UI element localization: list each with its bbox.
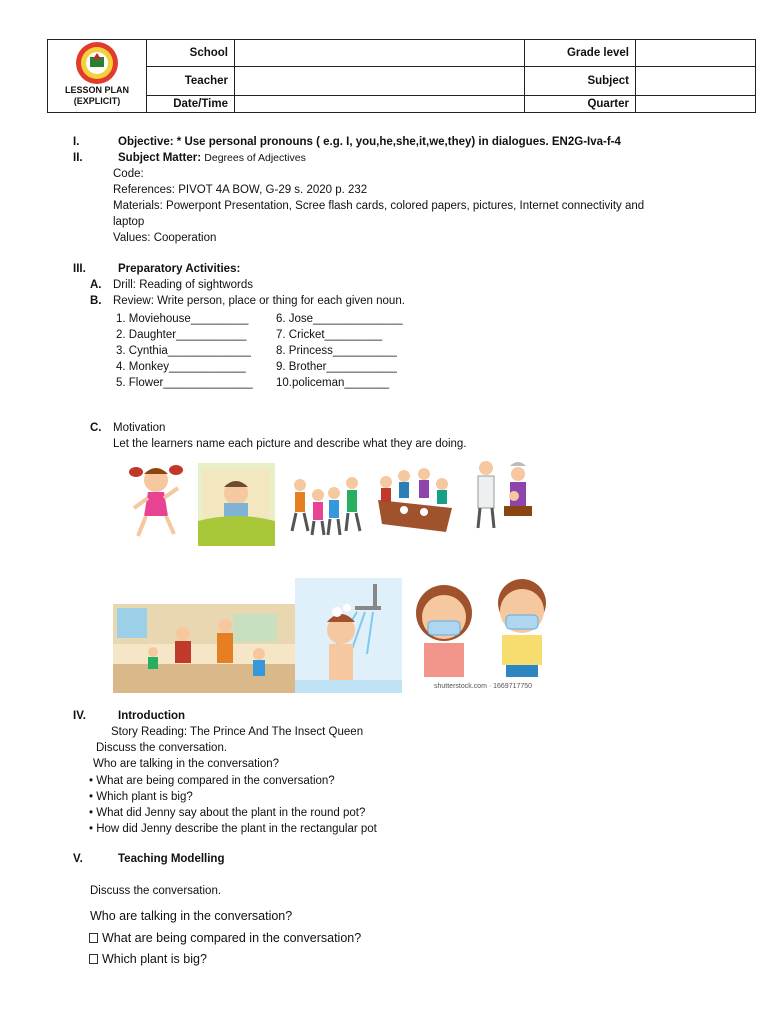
picture-kids-exercising [286, 465, 366, 545]
motivation-text: Let the learners name each picture and describe what they are doing. [113, 438, 467, 450]
picture-kids-masks [402, 563, 570, 693]
objective-text: Objective: * Use personal pronouns ( e.g. I, you,he,she,it,we,they) in dialogues. EN2G-Iva-f-4 [118, 136, 621, 148]
teacher-field[interactable] [235, 67, 525, 96]
materials-line-1: Materials: Powerpont Presentation, Scree flash cards, colored papers, pictures, Internet connectivity and [113, 200, 645, 212]
item-b-letter: B. [90, 295, 102, 307]
code-line: Code: [113, 168, 144, 180]
modelling-line: Who are talking in the conversation? [90, 909, 293, 923]
logo-label: LESSON PLAN [64, 85, 129, 95]
subject-matter-value: Degrees of Adjectives [204, 152, 306, 164]
bullet-icon: • [89, 823, 97, 835]
teacher-label: Teacher [147, 67, 235, 96]
drill-text: Drill: Reading of sightwords [113, 279, 253, 291]
bullet-item: • Which plant is big? [89, 791, 193, 803]
teaching-modelling-title: Teaching Modelling [118, 853, 225, 865]
review-item: 1. Moviehouse_________ [116, 313, 249, 325]
section-3-number: III. [73, 263, 86, 275]
intro-line: Story Reading: The Prince And The Insect Queen [111, 726, 364, 738]
modelling-question: Which plant is big? [89, 952, 207, 966]
logo-sublabel: (EXPLICIT) [73, 96, 121, 106]
intro-line: Discuss the conversation. [96, 742, 228, 754]
review-item: 9. Brother___________ [276, 361, 397, 373]
section-1-number: I. [73, 136, 80, 148]
materials-line-2: laptop [113, 216, 145, 228]
logo-cell [48, 40, 147, 113]
review-item: 3. Cynthia_____________ [116, 345, 251, 357]
grade-label: Grade level [525, 40, 636, 67]
bullet-item: • What did Jenny say about the plant in the round pot? [89, 807, 366, 819]
subject-matter-label: Subject Matter: [118, 152, 202, 164]
review-list-right [276, 311, 403, 391]
values-line: Values: Cooperation [113, 232, 217, 244]
datetime-label: Date/Time [147, 96, 235, 113]
bullet-icon: • [89, 791, 97, 803]
review-item: 4. Monkey____________ [116, 361, 246, 373]
motivation-title: Motivation [113, 422, 166, 434]
bullet-item: • What are being compared in the conversation? [89, 775, 335, 787]
modelling-question: What are being compared in the conversation? [89, 931, 361, 945]
datetime-field[interactable] [235, 96, 525, 113]
picture-family-cleaning [113, 604, 295, 693]
section-2-number: II. [73, 152, 83, 164]
image-watermark: shutterstock.com · 1669717750 [434, 683, 533, 690]
bullet-icon: • [89, 807, 97, 819]
picture-girl-running [118, 458, 198, 546]
picture-doctor-visit [464, 456, 540, 546]
school-label: School [147, 40, 235, 67]
review-text: Review: Write person, place or thing for each given noun. [113, 295, 405, 307]
subject-field[interactable] [636, 67, 756, 96]
subject-matter-line [118, 152, 306, 164]
introduction-title: Introduction [118, 710, 186, 722]
item-c-letter: C. [90, 422, 102, 434]
box-icon [89, 954, 98, 964]
review-item: 5. Flower______________ [116, 377, 253, 389]
preparatory-title: Preparatory Activities: [118, 263, 241, 275]
school-logo [71, 41, 123, 85]
bullet-icon: • [89, 775, 97, 787]
references-line: References: PIVOT 4A BOW, G-29 s. 2020 p. 232 [113, 184, 368, 196]
review-item: 8. Princess__________ [276, 345, 397, 357]
review-item: 7. Cricket_________ [276, 329, 383, 341]
review-item: 10.policeman_______ [276, 377, 390, 389]
modelling-line: Discuss the conversation. [90, 885, 222, 897]
section-4-number: IV. [73, 710, 87, 722]
picture-family-dinner [374, 460, 456, 546]
review-item: 6. Jose______________ [276, 313, 403, 325]
quarter-field[interactable] [636, 96, 756, 113]
grade-field[interactable] [636, 40, 756, 67]
box-icon [89, 933, 98, 943]
review-item: 2. Daughter___________ [116, 329, 247, 341]
subject-label: Subject [525, 67, 636, 96]
section-5-number: V. [73, 853, 83, 865]
item-a-letter: A. [90, 279, 102, 291]
intro-line: Who are talking in the conversation? [93, 758, 280, 770]
review-list-left [116, 311, 253, 391]
picture-girl-shower [295, 578, 402, 693]
bullet-item: • How did Jenny describe the plant in the rectangular pot [89, 823, 377, 835]
quarter-label: Quarter [525, 96, 636, 113]
intro-bullets [89, 773, 377, 837]
school-field[interactable] [235, 40, 525, 67]
picture-sick-boy [198, 463, 275, 546]
header-table [47, 39, 756, 113]
